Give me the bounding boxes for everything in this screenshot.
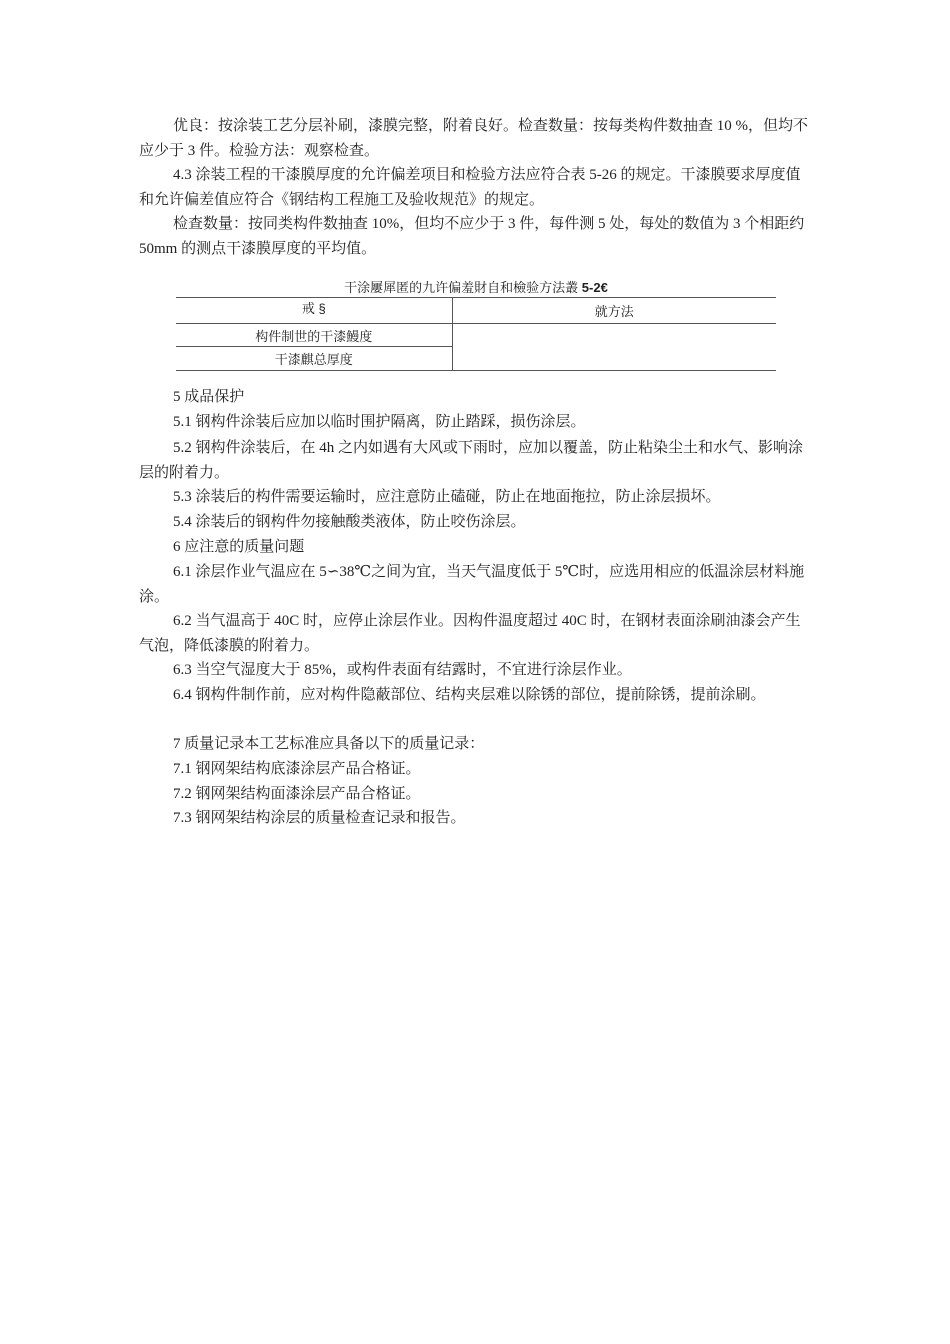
paragraph-5-4: 5.4 涂装后的钢构件勿接触酸类液体，防止咬伤涂层。 [173, 514, 526, 530]
paragraph-6-2: 6.2 当气温高于 40C 时，应停止涂层作业。因构件温度超过 40C 时，在钢材表面涂刷油漆会产生气泡，降低漆膜的附着力。 [139, 613, 801, 654]
paragraph-5-1: 5.1 钢构件涂装后应加以临时围护隔离，防止踏踩，损伤涂层。 [173, 414, 586, 430]
paragraph-inspection-quantity: 检查数量：按同类构件数抽查 10%，但均不应少于 3 件，每件测 5 处，每处的数值为 3 个相距约 50mm 的测点干漆膜厚度的平均值。 [139, 216, 805, 257]
heading-5: 5 成品保护 [173, 389, 245, 405]
paragraph-5-2: 5.2 钢构件涂装后，在 4h 之内如遇有大风或下雨时，应加以覆盖，防止粘染尘土和水气、影响涂层的附着力。 [139, 440, 804, 481]
table-caption-number: 5-2€ [581, 280, 608, 295]
table-header-method: 就方法 [452, 298, 776, 324]
paragraph-7-3: 7.3 钢网架结构涂层的质量检查记录和报告。 [173, 810, 466, 826]
paragraph-6-1: 6.1 涂层作业气温应在 5∽38℃之间为宜，当天气温度低于 5℃时，应选用相应的低温涂层材料施涂。 [139, 564, 805, 605]
table-caption [176, 280, 776, 296]
table-cell-component-thickness: 构件制世的干漆鰻度 [176, 324, 452, 347]
paragraph-6-3: 6.3 当空气湿度大于 85%，或构件表面有结露时，不宜进行涂层作业。 [173, 662, 632, 678]
paragraph-5-3: 5.3 涂装后的构件需要运输时，应注意防止磕碰，防止在地面拖拉，防止涂层损坏。 [173, 489, 721, 505]
paragraph-7-2: 7.2 钢网架结构面漆涂层产品合格证。 [173, 786, 421, 802]
heading-7: 7 质量记录本工艺标准应具备以下的质量记录： [173, 736, 485, 752]
paragraph-6-4: 6.4 钢构件制作前，应对构件隐蔽部位、结构夹层难以除锈的部位，提前除锈，提前涂刷。 [173, 687, 766, 703]
paragraph-4-3: 4.3 涂装工程的干漆膜厚度的允许偏差项目和检验方法应符合表 5-26 的规定。干漆膜要求厚度值和允许偏差值应符合《钢结构工程施工及验收规范》的规定。 [139, 167, 801, 208]
table-cell-total-thickness: 干漆麒总厚度 [176, 347, 452, 371]
tolerance-table [176, 297, 776, 371]
table-caption-text: 干涂屢犀匿的九许偏羞財自和檢验方法叢 [344, 280, 582, 295]
paragraph-7-1: 7.1 钢网架结构底漆涂层产品合格证。 [173, 761, 421, 777]
table-cell-method-empty [452, 324, 776, 371]
paragraph-acceptance-good: 优良：按涂装工艺分层补刷，漆膜完整，附着良好。检查数量：按每类构件数抽查 10 %，但均不应少于 3 件。检验方法：观察检查。 [139, 118, 808, 159]
heading-6: 6 应注意的质量问题 [173, 539, 305, 555]
table-header-item: 戒 § [176, 298, 452, 324]
